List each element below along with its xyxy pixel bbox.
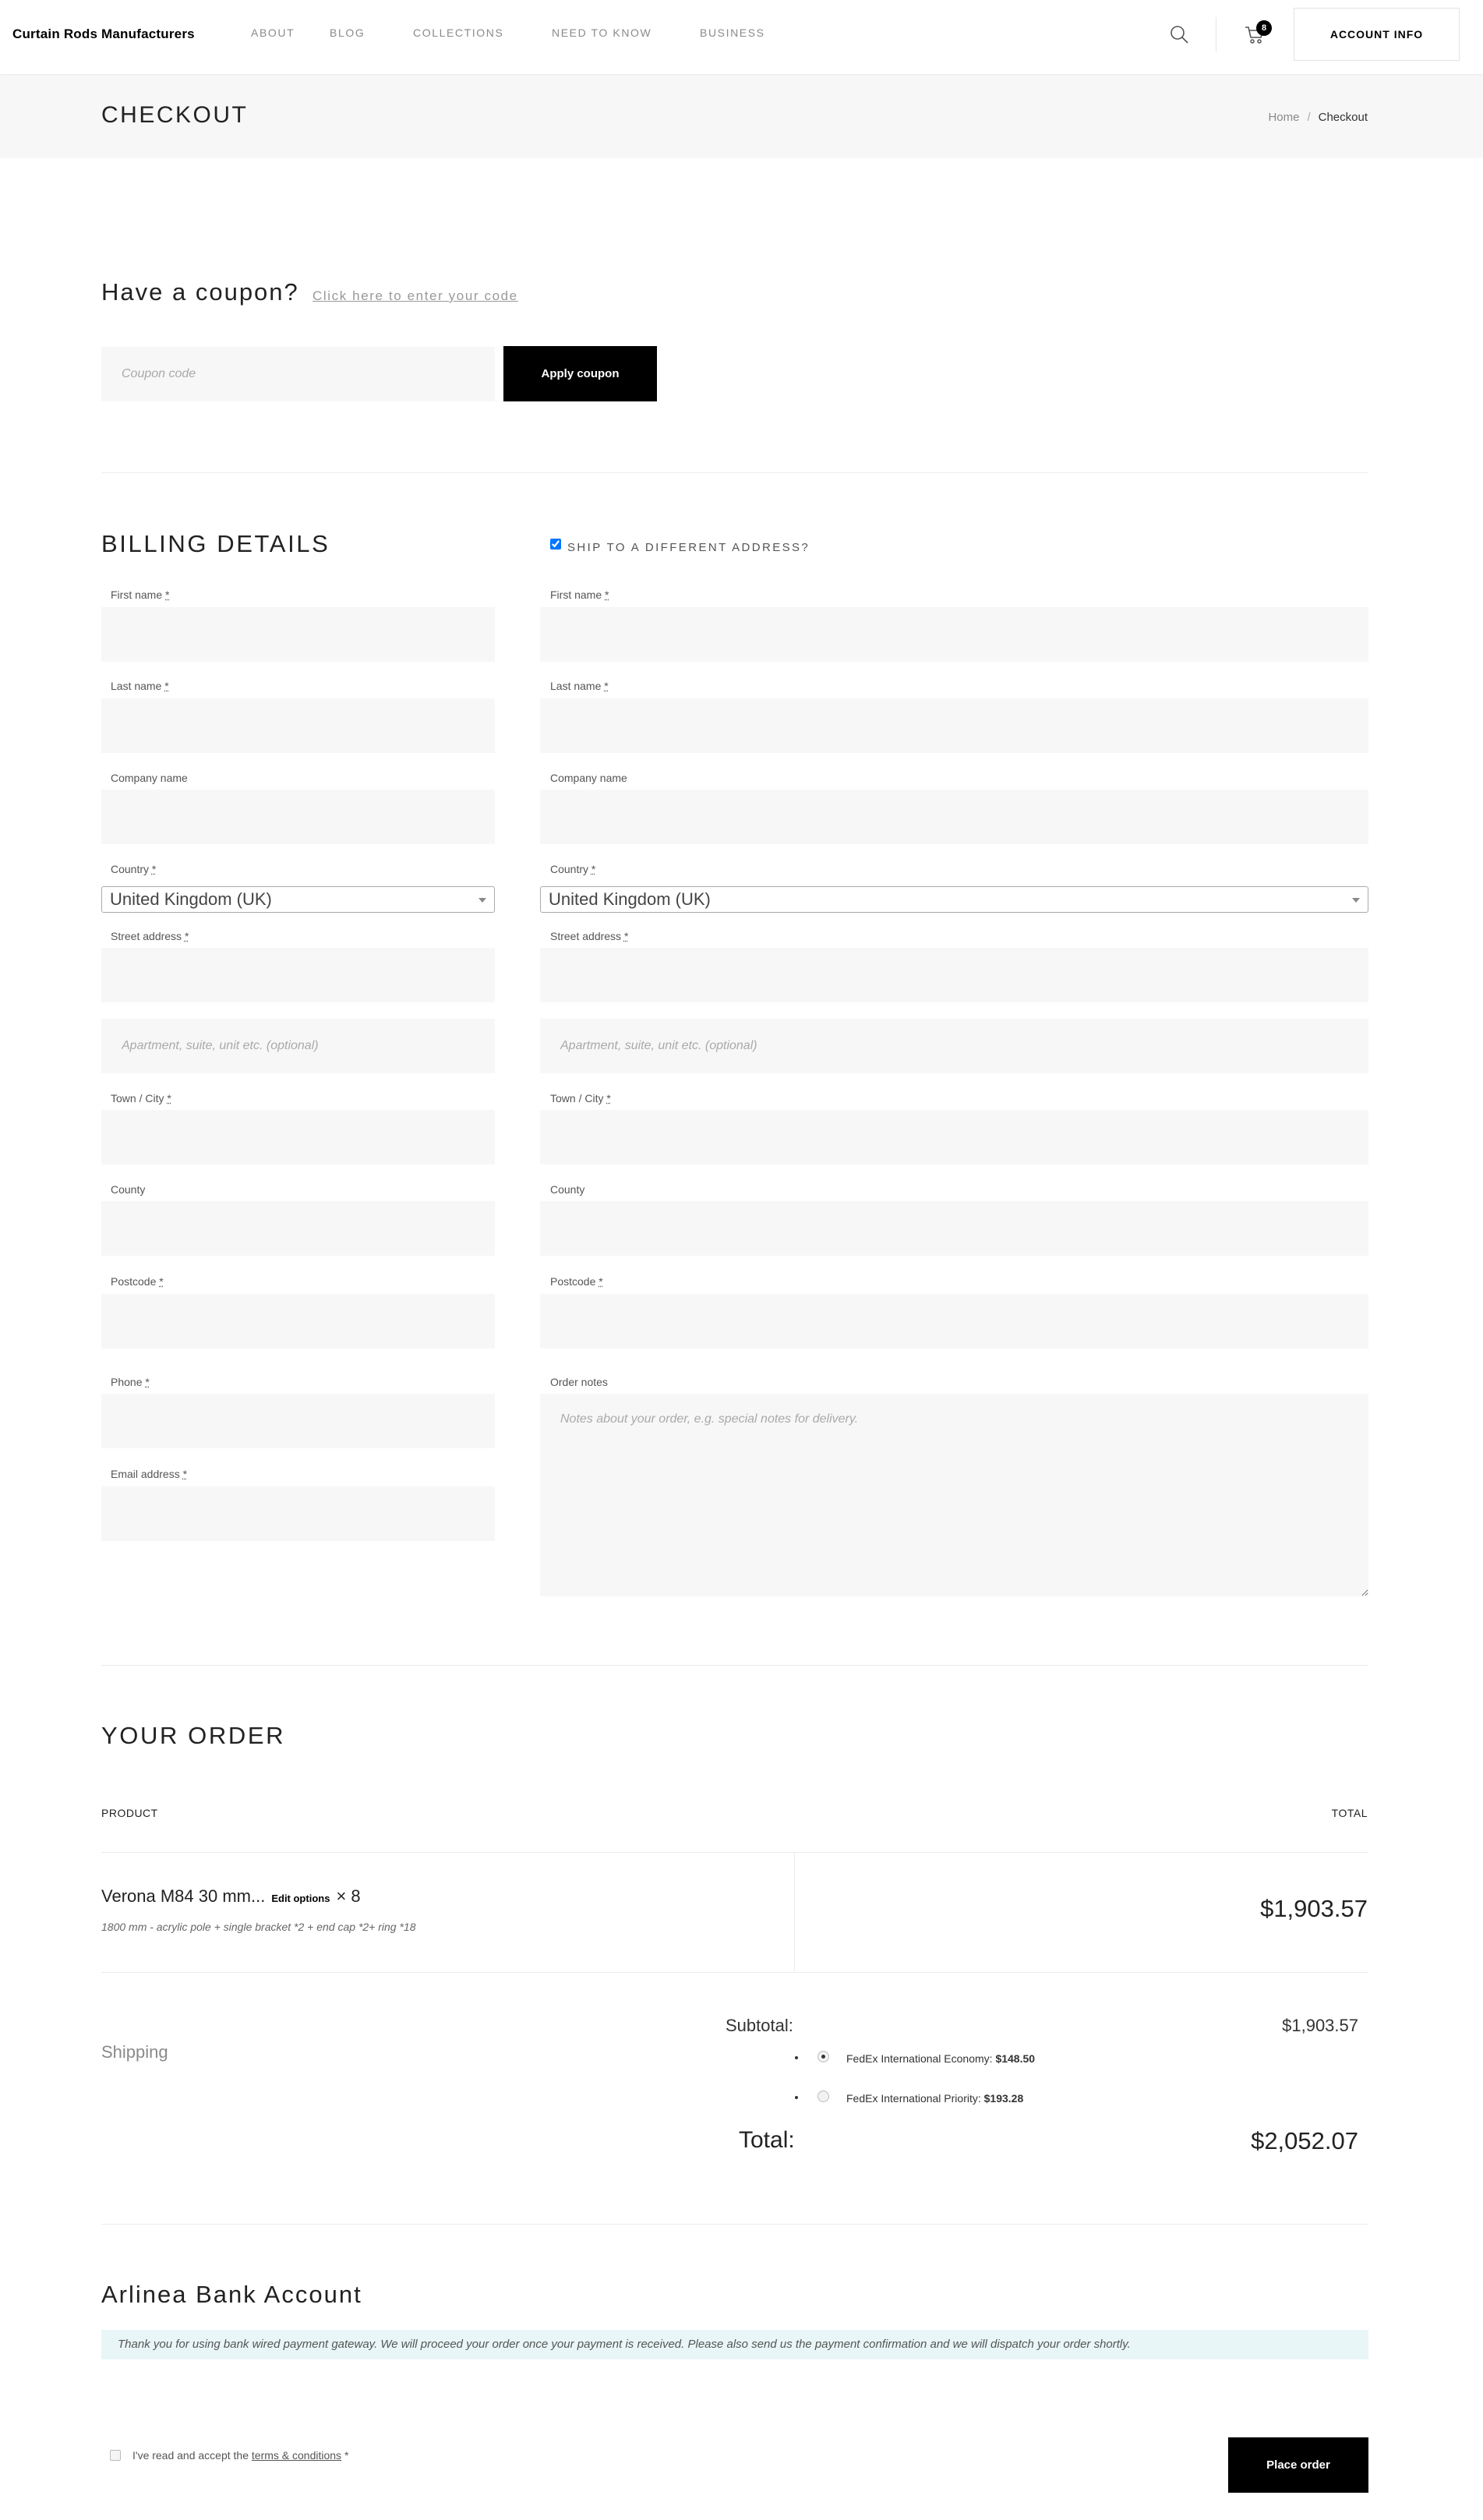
col-product-header: PRODUCT [101,1807,158,1819]
required-mark: * [167,1092,171,1104]
place-order-button[interactable]: Place order [1228,2437,1368,2493]
billing-street-input[interactable] [101,948,495,1002]
required-mark: * [184,930,189,942]
billing-phone-label [111,1376,150,1388]
label-text: Street address [111,930,182,942]
shipping-option-text [846,2052,1035,2065]
billing-town-label [111,1092,171,1104]
nav-blog[interactable]: BLOG [330,27,365,39]
ship-different-checkbox[interactable] [550,539,561,550]
label-text: Street address [550,930,622,942]
billing-postcode-label [111,1275,164,1288]
select-value: United Kingdom (UK) [549,889,711,909]
terms-required-mark: * [344,2449,349,2462]
required-mark: * [605,588,609,601]
coupon-heading: Have a coupon? [101,278,299,306]
label-text: Last name [111,680,162,692]
section-divider [101,1665,1368,1666]
shipping-company-label [550,772,627,784]
shipping-county-label [550,1183,584,1196]
product-title[interactable]: Verona M84 30 mm... [101,1886,266,1906]
billing-email-label [111,1468,187,1480]
payment-notice: Thank you for using bank wired payment gateway. We will proceed your order once your payment is received. Please also send us the payment confirmation and we will dispatch your order shortly. [101,2330,1368,2359]
shipping-company-input[interactable] [540,790,1368,844]
required-mark: * [145,1376,150,1388]
shipping-country-label [550,863,595,875]
order-product-name [101,1886,361,1907]
edit-options-link[interactable]: Edit options [271,1893,330,1904]
label-text: Country [550,863,589,875]
total-label: Total: [739,2127,795,2153]
billing-town-input[interactable] [101,1110,495,1165]
terms-prefix: I've read and accept the [132,2449,249,2462]
breadcrumb [1268,111,1368,124]
label-text: Company name [550,772,627,784]
billing-last-name-input[interactable] [101,698,495,753]
chevron-down-icon [1352,898,1360,903]
billing-apartment-input[interactable] [101,1019,495,1073]
shipping-option-price: $148.50 [995,2052,1036,2065]
nav-need-to-know[interactable]: NEED TO KNOW [552,27,652,39]
site-logo[interactable]: Curtain Rods Manufacturers [12,27,195,41]
shipping-street-input[interactable] [540,948,1368,1002]
order-heading: YOUR ORDER [101,1722,286,1749]
required-mark: * [606,1092,611,1104]
shipping-street-label [550,930,628,942]
billing-country-select[interactable] [101,886,495,913]
payment-method-title: Arlinea Bank Account [101,2281,362,2308]
label-text: Postcode [111,1275,157,1288]
enter-coupon-link[interactable]: Click here to enter your code [312,288,518,303]
cart-count-badge: 8 [1256,20,1272,36]
breadcrumb-home[interactable]: Home [1268,111,1300,124]
shipping-apartment-input[interactable] [540,1019,1368,1073]
billing-company-label [111,772,188,784]
billing-county-input[interactable] [101,1201,495,1256]
subtotal-label: Subtotal: [726,2016,793,2035]
ship-different-label[interactable]: SHIP TO A DIFFERENT ADDRESS? [567,541,810,554]
account-info-button[interactable]: ACCOUNT INFO [1294,8,1460,61]
label-text: Phone [111,1376,143,1388]
required-mark: * [598,1275,603,1288]
order-notes-textarea[interactable] [540,1394,1368,1596]
shipping-first-name-input[interactable] [540,607,1368,662]
billing-last-name-label [111,680,169,692]
page-title-bar [0,76,1483,158]
label-text: County [111,1183,146,1196]
nav-about[interactable]: ABOUT [251,27,295,39]
shipping-option-text [846,2092,1023,2105]
col-total-header: TOTAL [1331,1807,1368,1819]
shipping-radio-economy[interactable] [817,2051,829,2062]
page-title: CHECKOUT [101,102,249,128]
shipping-last-name-input[interactable] [540,698,1368,753]
billing-country-label [111,863,156,875]
chevron-down-icon [478,898,486,903]
order-product-total: $1,903.57 [1260,1895,1368,1922]
billing-street-label [111,930,189,942]
table-divider [101,1852,1368,1853]
total-value: $2,052.07 [1251,2127,1358,2154]
nav-business[interactable]: BUSINESS [700,27,765,39]
shipping-option-label: FedEx International Priority: [846,2092,981,2105]
shipping-postcode-input[interactable] [540,1294,1368,1348]
shipping-town-input[interactable] [540,1110,1368,1165]
bullet [795,2096,798,2099]
table-column-divider [794,1852,795,1972]
label-text: County [550,1183,585,1196]
shipping-option-price: $193.28 [983,2092,1024,2105]
breadcrumb-current: Checkout [1318,111,1368,124]
breadcrumb-separator: / [1307,111,1311,124]
shipping-last-name-label [550,680,609,692]
label-text: Email address [111,1468,180,1480]
billing-email-input[interactable] [101,1486,495,1541]
subtotal-value: $1,903.57 [1282,2016,1358,2035]
billing-first-name-label [111,588,169,601]
bullet [795,2056,798,2059]
product-quantity: × 8 [336,1886,361,1906]
shipping-county-input[interactable] [540,1201,1368,1256]
site-header [0,0,1483,75]
apply-coupon-button[interactable]: Apply coupon [503,346,657,401]
order-product-meta: 1800 mm - acrylic pole + single bracket *2 + end cap *2+ ring *18 [101,1921,416,1933]
shipping-radio-priority[interactable] [817,2091,829,2102]
label-text: Town / City [111,1092,164,1104]
shipping-town-label [550,1092,611,1104]
required-mark: * [165,588,170,601]
required-mark: * [604,680,609,692]
required-mark: * [182,1468,188,1480]
shipping-label: Shipping [101,2042,168,2062]
nav-collections[interactable]: COLLECTIONS [413,27,504,39]
label-text: Postcode [550,1275,596,1288]
billing-county-label [111,1183,145,1196]
label-text: Last name [550,680,602,692]
billing-heading: BILLING DETAILS [101,530,330,557]
terms-checkbox[interactable] [110,2450,121,2461]
billing-first-name-input[interactable] [101,607,495,662]
shipping-postcode-label [550,1275,603,1288]
shipping-first-name-label [550,588,609,601]
label-text: Country [111,863,150,875]
search-icon[interactable] [1169,24,1189,44]
label-text: First name [111,588,163,601]
billing-company-input[interactable] [101,790,495,844]
terms-label [132,2449,348,2462]
label-text: First name [550,588,602,601]
shipping-option-label: FedEx International Economy: [846,2052,993,2065]
required-mark: * [164,680,169,692]
label-text: Order notes [550,1376,608,1388]
shipping-country-select[interactable] [540,886,1368,913]
required-mark: * [623,930,629,942]
coupon-code-input[interactable] [101,347,495,401]
select-value: United Kingdom (UK) [110,889,272,909]
required-mark: * [591,863,596,875]
label-text: Town / City [550,1092,604,1104]
order-notes-label [550,1376,608,1388]
billing-postcode-input[interactable] [101,1294,495,1348]
label-text: Company name [111,772,188,784]
required-mark: * [151,863,157,875]
table-divider [101,1972,1368,1973]
section-divider [101,2224,1368,2225]
terms-link[interactable]: terms & conditions [251,2449,342,2462]
section-divider [101,472,1368,473]
billing-phone-input[interactable] [101,1394,495,1448]
required-mark: * [159,1275,164,1288]
